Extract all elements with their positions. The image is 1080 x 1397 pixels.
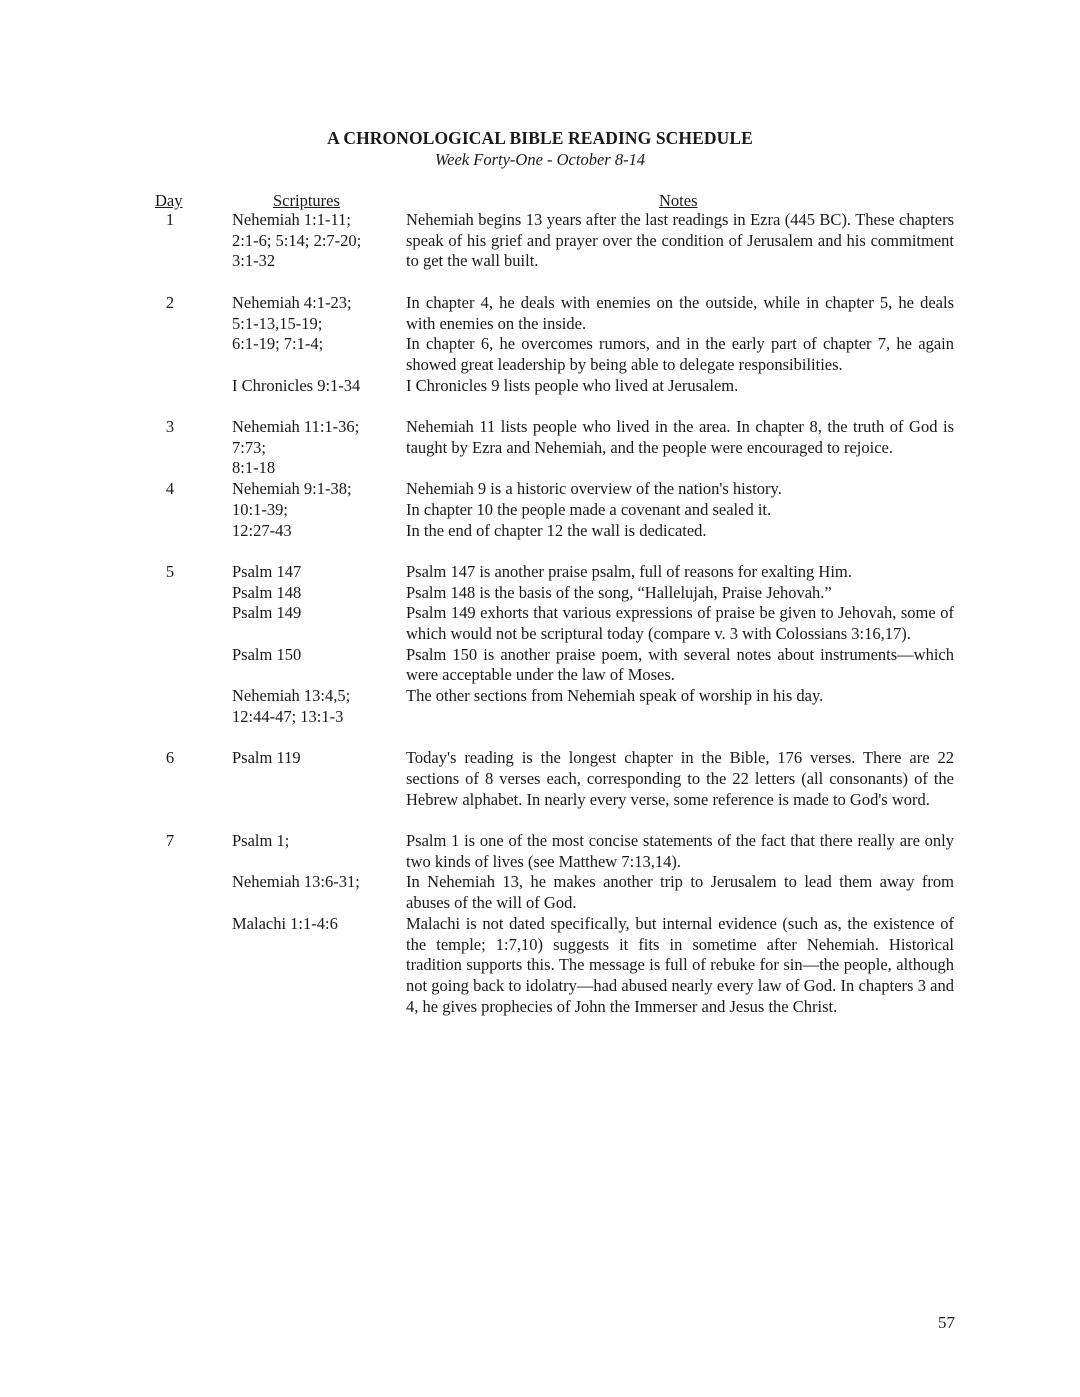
- day-number: 7: [165, 831, 175, 851]
- note-cell: [406, 686, 954, 727]
- note-text: Nehemiah 11 lists people who lived in the area. In chapter 8, the truth of God is taught by Ezra and Nehemiah, and the people were encouraged to rejoice.: [406, 417, 954, 457]
- note-text: In chapter 6, he overcomes rumors, and in the early part of chapter 7, he again showed great leadership by being able to delegate responsibilities.: [406, 334, 954, 374]
- note-cell: [406, 748, 954, 810]
- table-row: [0, 748, 1080, 810]
- day-number: 5: [165, 561, 175, 581]
- schedule-table: [0, 210, 1080, 1017]
- note-cell: [406, 479, 954, 500]
- day-number: [140, 500, 200, 521]
- note-cell: [406, 210, 954, 272]
- note-text: In chapter 10 the people made a covenant and sealed it.: [406, 499, 772, 519]
- scripture-reference: Nehemiah 4:1-23;: [232, 292, 352, 312]
- table-row: [0, 914, 1080, 1018]
- table-row: [0, 293, 1080, 334]
- column-header-day: Day: [155, 191, 183, 210]
- note-text: Psalm 1 is one of the most concise statements of the fact that there really are only two kinds of lives (see Matthew 7:13,14).: [406, 831, 954, 871]
- day-number: 6: [165, 748, 175, 768]
- scripture-reference: Psalm 148: [232, 582, 302, 602]
- scripture-reference: 10:1-39;: [232, 499, 288, 519]
- scripture-reference: Nehemiah 13:4,5;: [232, 686, 351, 706]
- scripture-cell: [232, 293, 406, 334]
- table-row: [0, 479, 1080, 500]
- note-text: Psalm 147 is another praise psalm, full of reasons for exalting Him.: [406, 561, 852, 581]
- scripture-cell: [232, 521, 406, 542]
- table-row: [0, 376, 1080, 397]
- scripture-cell: [232, 334, 406, 375]
- table-row: [0, 583, 1080, 604]
- scripture-cell: [232, 645, 406, 686]
- note-text: In chapter 4, he deals with enemies on the outside, while in chapter 5, he deals with enemies on the inside.: [406, 292, 954, 333]
- table-row: [0, 686, 1080, 727]
- note-text: Today's reading is the longest chapter in the Bible, 176 verses. There are 22 sections of 8 verses each, corresponding to the 22 letters (all consonants) of the Hebrew alphabet. In nearly every verse, some reference is made to God's word.: [406, 748, 954, 809]
- note-text: Nehemiah begins 13 years after the last readings in Ezra (445 BC). These chapters speak of his grief and prayer over the condition of Jerusalem and his commitment to get the wall built.: [406, 210, 954, 271]
- scripture-reference: 8:1-18: [232, 458, 276, 478]
- day-number: 2: [165, 292, 175, 312]
- note-cell: [406, 500, 954, 521]
- scripture-cell: [232, 831, 406, 872]
- scripture-cell: [232, 748, 406, 810]
- note-cell: [406, 417, 954, 479]
- note-cell: [406, 872, 954, 913]
- table-row: [0, 872, 1080, 913]
- day-number: 3: [165, 417, 175, 436]
- table-row: [0, 334, 1080, 375]
- scripture-reference: Malachi 1:1-4:6: [232, 913, 338, 933]
- table-row: [0, 521, 1080, 542]
- note-text: Psalm 149 exhorts that various expressions of praise be given to Jehovah, some of which would not be scriptural today (compare v. 3 with Colossians 3:16,17).: [406, 603, 954, 644]
- scripture-reference: 12:27-43: [232, 520, 292, 540]
- note-text: The other sections from Nehemiah speak of worship in his day.: [406, 686, 824, 706]
- scripture-cell: [232, 872, 406, 913]
- day-number: 4: [165, 479, 175, 499]
- scripture-reference: Nehemiah 1:1-11;: [232, 210, 351, 229]
- scripture-reference: Nehemiah 9:1-38;: [232, 479, 352, 499]
- scripture-reference: 3:1-32: [232, 251, 276, 271]
- scripture-cell: [232, 500, 406, 521]
- note-cell: [406, 831, 954, 872]
- scripture-reference: 2:1-6; 5:14; 2:7-20;: [232, 230, 362, 250]
- day-number: [140, 583, 200, 604]
- note-text: I Chronicles 9 lists people who lived at Jerusalem.: [406, 375, 739, 395]
- scripture-cell: [232, 603, 406, 644]
- note-cell: [406, 521, 954, 542]
- scripture-cell: [232, 417, 406, 479]
- day-number: [140, 872, 200, 913]
- note-text: Malachi is not dated specifically, but internal evidence (such as, the existence of the temple; 1:7,10) suggests it fits in sometime after Nehemiah. Historical tradition supports this. The message is full of rebuke for sin—the people, although not going back to idolatry—had abused nearly every law of God. In chapters 3 and 4, he gives prophecies of John the Immerser and Jesus the Christ.: [406, 913, 954, 1016]
- day-number: [140, 603, 200, 644]
- scripture-reference: Psalm 1;: [232, 831, 290, 851]
- scripture-reference: 12:44-47; 13:1-3: [232, 706, 344, 726]
- note-cell: [406, 562, 954, 583]
- column-header-notes: Notes: [659, 191, 698, 210]
- note-text: In the end of chapter 12 the wall is dedicated.: [406, 520, 707, 540]
- table-row: [0, 500, 1080, 521]
- note-cell: [406, 334, 954, 375]
- page-subtitle: Week Forty-One - October 8-14: [434, 150, 646, 169]
- page-number: 57: [938, 1313, 955, 1332]
- scripture-cell: [232, 562, 406, 583]
- scripture-reference: Psalm 150: [232, 644, 302, 664]
- note-cell: [406, 376, 954, 397]
- day-number: [140, 334, 200, 375]
- table-row: [0, 603, 1080, 644]
- note-text: Psalm 150 is another praise poem, with several notes about instruments—which were acceptable under the law of Moses.: [406, 644, 954, 685]
- table-row: [0, 831, 1080, 872]
- note-cell: [406, 583, 954, 604]
- note-text: Psalm 148 is the basis of the song, “Hallelujah, Praise Jehovah.”: [406, 582, 832, 602]
- page-title: A CHRONOLOGICAL BIBLE READING SCHEDULE: [327, 128, 753, 148]
- table-row: [0, 645, 1080, 686]
- table-row: [0, 210, 1080, 272]
- scripture-reference: Psalm 119: [232, 748, 301, 768]
- scripture-reference: I Chronicles 9:1-34: [232, 375, 361, 395]
- column-header-scriptures: Scriptures: [273, 191, 340, 210]
- scripture-reference: Nehemiah 13:6-31;: [232, 872, 360, 892]
- note-text: In Nehemiah 13, he makes another trip to Jerusalem to lead them away from abuses of the will of God.: [406, 872, 954, 913]
- scripture-cell: [232, 686, 406, 727]
- scripture-reference: Psalm 147: [232, 561, 302, 581]
- table-row: [0, 562, 1080, 583]
- note-cell: [406, 645, 954, 686]
- scripture-reference: 6:1-19; 7:1-4;: [232, 334, 324, 354]
- scripture-cell: [232, 914, 406, 1018]
- scripture-reference: 7:73;: [232, 437, 266, 457]
- note-cell: [406, 293, 954, 334]
- day-number: [140, 521, 200, 542]
- scripture-reference: 5:1-13,15-19;: [232, 313, 323, 333]
- scripture-cell: [232, 210, 406, 272]
- scripture-cell: [232, 376, 406, 397]
- table-row: [0, 417, 1080, 479]
- scripture-reference: Psalm 149: [232, 603, 302, 623]
- note-text: Nehemiah 9 is a historic overview of the nation's history.: [406, 479, 782, 499]
- day-number: 1: [165, 210, 175, 229]
- scripture-reference: Nehemiah 11:1-36;: [232, 417, 360, 436]
- day-number: [140, 645, 200, 686]
- scripture-cell: [232, 583, 406, 604]
- day-number: [140, 914, 200, 1018]
- scripture-cell: [232, 479, 406, 500]
- day-number: [140, 686, 200, 727]
- note-cell: [406, 603, 954, 644]
- day-number: [140, 376, 200, 397]
- note-cell: [406, 914, 954, 1018]
